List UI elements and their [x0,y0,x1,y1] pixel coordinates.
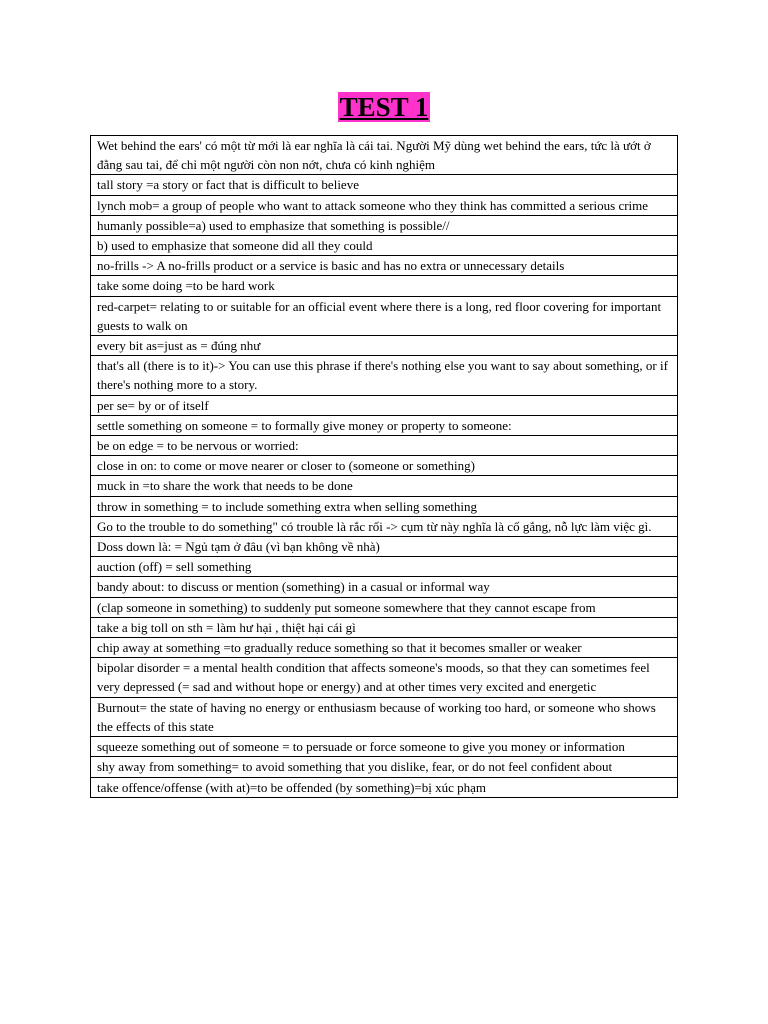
vocab-entry-cell: tall story =a story or fact that is difficult to believe [91,175,678,195]
vocab-entry-cell: Doss down là: = Ngủ tạm ở đâu (vì bạn không về nhà) [91,537,678,557]
vocab-entry-cell: throw in something = to include something extra when selling something [91,496,678,516]
table-row [91,658,678,697]
table-row [91,557,678,577]
table-row [91,516,678,536]
vocab-entry-cell: bipolar disorder = a mental health condition that affects someone's moods, so that they can sometimes feel very depressed (= sad and without hope or energy) and at other times very excited and energetic [91,658,678,697]
table-row [91,276,678,296]
title-container [0,92,768,122]
vocab-entry-cell: muck in =to share the work that needs to be done [91,476,678,496]
vocabulary-table [90,135,678,798]
vocab-entry-cell: take some doing =to be hard work [91,276,678,296]
table-row [91,597,678,617]
vocab-entry-cell: (clap someone in something) to suddenly put someone somewhere that they cannot escape from [91,597,678,617]
vocabulary-table-body [91,136,678,798]
vocab-entry-cell: lynch mob= a group of people who want to attack someone who they think has committed a serious crime [91,195,678,215]
table-row [91,296,678,335]
table-row [91,136,678,175]
vocab-entry-cell: squeeze something out of someone = to persuade or force someone to give you money or information [91,737,678,757]
table-row [91,638,678,658]
vocab-entry-cell: b) used to emphasize that someone did all they could [91,236,678,256]
table-row [91,356,678,395]
table-row [91,236,678,256]
vocab-entry-cell: bandy about: to discuss or mention (something) in a casual or informal way [91,577,678,597]
table-row [91,496,678,516]
table-row [91,336,678,356]
vocab-entry-cell: settle something on someone = to formally give money or property to someone: [91,415,678,435]
table-row [91,476,678,496]
table-row [91,737,678,757]
table-row [91,256,678,276]
vocab-entry-cell: take offence/offense (with at)=to be offended (by something)=bị xúc phạm [91,777,678,797]
vocab-entry-cell: close in on: to come or move nearer or closer to (someone or something) [91,456,678,476]
vocab-entry-cell: be on edge = to be nervous or worried: [91,436,678,456]
vocab-entry-cell: every bit as=just as = đúng như [91,336,678,356]
table-row [91,577,678,597]
table-row [91,617,678,637]
table-row [91,537,678,557]
vocab-entry-cell: humanly possible=a) used to emphasize that something is possible// [91,215,678,235]
table-row [91,415,678,435]
table-row [91,777,678,797]
vocab-entry-cell: per se= by or of itself [91,395,678,415]
table-row [91,215,678,235]
table-row [91,195,678,215]
vocab-entry-cell: red-carpet= relating to or suitable for an official event where there is a long, red floor covering for important guests to walk on [91,296,678,335]
vocab-entry-cell: Burnout= the state of having no energy or enthusiasm because of working too hard, or someone who shows the effects of this state [91,697,678,736]
vocab-entry-cell: shy away from something= to avoid something that you dislike, fear, or do not feel confident about [91,757,678,777]
table-row [91,757,678,777]
table-row [91,436,678,456]
table-row [91,697,678,736]
vocab-entry-cell: auction (off) = sell something [91,557,678,577]
vocab-entry-cell: no-frills -> A no-frills product or a service is basic and has no extra or unnecessary details [91,256,678,276]
vocab-entry-cell: Go to the trouble to do something" có trouble là rắc rối -> cụm từ này nghĩa là cố gắng, nỗ lực làm việc gì. [91,516,678,536]
page-title: TEST 1 [339,92,429,122]
vocab-entry-cell: take a big toll on sth = làm hư hại , thiệt hại cái gì [91,617,678,637]
vocab-entry-cell: that's all (there is to it)-> You can use this phrase if there's nothing else you want to say about something, or if there's nothing more to a story. [91,356,678,395]
vocab-entry-cell: Wet behind the ears' có một từ mới là ear nghĩa là cái tai. Người Mỹ dùng wet behind the ears, tức là ướt ở đằng sau tai, để chỉ một người còn non nớt, chưa có kinh nghiệm [91,136,678,175]
vocab-entry-cell: chip away at something =to gradually reduce something so that it becomes smaller or weaker [91,638,678,658]
table-row [91,395,678,415]
table-row [91,175,678,195]
table-row [91,456,678,476]
